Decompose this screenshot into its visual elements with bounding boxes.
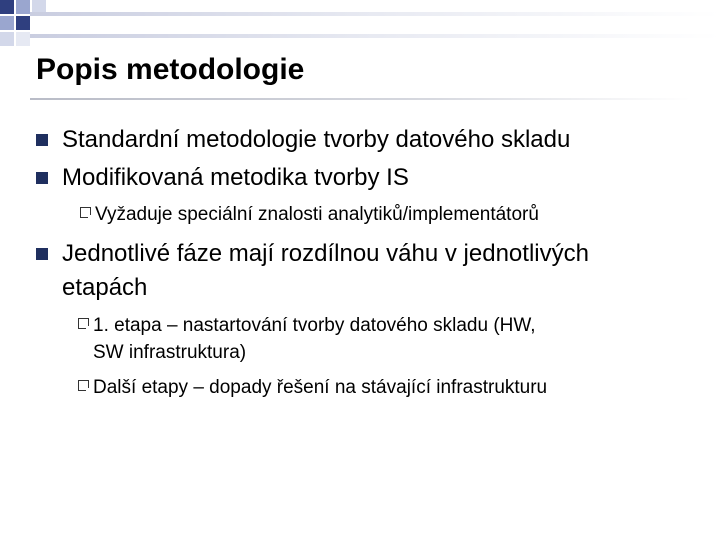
square-bullet-icon	[36, 134, 48, 146]
bullet-text-line-1: Jednotlivé fáze mají rozdílnou váhu v jednotlivých	[62, 240, 589, 267]
sub-bullet-text-line-2: SW infrastruktura)	[93, 342, 247, 363]
sub-bullet-text: Vyžaduje speciální znalosti analytiků/implementátorů	[95, 204, 539, 225]
title-divider	[30, 98, 690, 100]
sub-bullet-text: Další etapy – dopady řešení na stávající infrastrukturu	[93, 377, 548, 398]
hollow-square-bullet-icon	[78, 318, 89, 329]
square-bullet-icon	[36, 172, 48, 184]
sub-bullet-text-line-1: 1. etapa – nastartování tvorby datového skladu (HW,	[93, 315, 536, 336]
bullet-text: Modifikovaná metodika tvorby IS	[62, 164, 409, 191]
hollow-square-bullet-icon	[80, 207, 91, 218]
slide-title: Popis metodologie	[36, 53, 305, 86]
hollow-square-bullet-icon	[78, 380, 89, 391]
bullet-text: Standardní metodologie tvorby datového skladu	[62, 126, 571, 153]
square-bullet-icon	[36, 248, 48, 260]
top-decorative-line-gap	[30, 16, 720, 34]
bullet-text-line-2: etapách	[62, 274, 148, 301]
